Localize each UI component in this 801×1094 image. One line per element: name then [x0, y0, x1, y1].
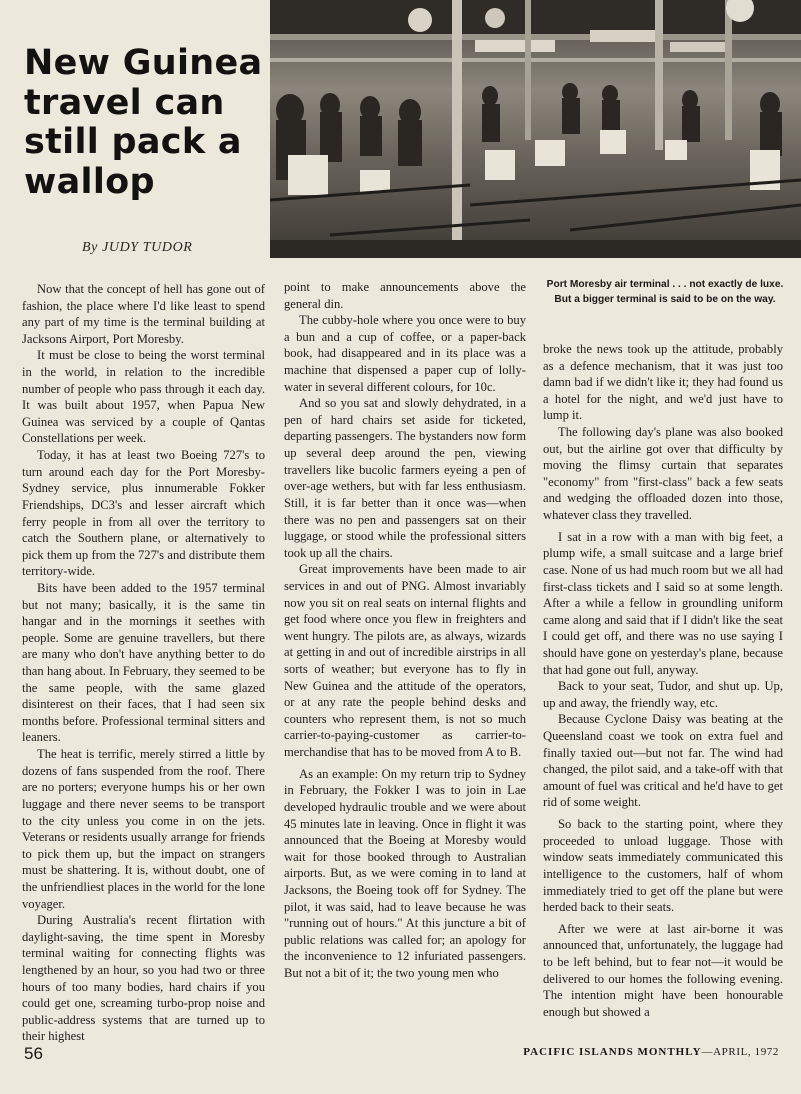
text-column-3: [543, 341, 783, 1020]
paragraph: Great improvements have been made to air services in and out of PNG. Almost invariably now you sit on real seats on internal flights and get food where once you flew in freighters and went hungry. The pilots are, as always, wizards at getting in and out of incredible airstrips in all sorts of weather; but everyone has to fly in New Guinea and the attitude of the operators, or at any rate the people behind desks and counters who represent them, is not so much carrier-to-paying-customer as carrier-to-merchandise that has to be moved from A to B.: [284, 562, 526, 760]
paragraph: It must be close to being the worst terminal in the world, in relation to the incredible number of people who pass through it each day. It was built about 1957, when Papua New Guinea was serviced by a couple of Qantas Constellations per week.: [22, 348, 265, 446]
paragraph: So back to the starting point, where they proceeded to unload luggage. Those with window seats immediately communicated this intelligence to the customers, half of whom immediately tried to get off the plane but were herded back to their seats.: [543, 817, 783, 915]
article-headline: New Guinea travel can still pack a wallop: [24, 43, 263, 202]
paragraph: After we were at last air-borne it was announced that, unfortunately, the luggage had to be left behind, but to fear not—it would be delivered to our homes the following evening. The intention might have been honourable enough but showed a: [543, 921, 783, 1019]
paragraph: Bits have been added to the 1957 terminal but not many; basically, it is the same tin hangar and in the mornings it seethes with people. Some are genuine travellers, but there are many who don't have anything better to do than hang about. In February, they seemed to be the same people, with the same glazed disinterest on their faces, that I had seen six months before. Professional terminal sitters and leaners.: [22, 580, 265, 745]
paragraph: The following day's plane was also booked out, but the airline got over that difficulty by moving the flimsy curtain that separates "economy" from "first-class" back a few seats and wedging the offloaded dozen into those, whatever class they travelled.: [543, 425, 783, 523]
paragraph: And so you sat and slowly dehydrated, in a pen of hard chairs set aside for ticketed, departing passengers. The bystanders now form up several deep around the pen, viewing travellers like bucolic farmers eyeing a pen of over-age wethers, but with far less enthusiasm. Still, it is far better than it once was—when there was no pen and passengers sat on their luggage, or stood while the professional sitters took up all the chairs.: [284, 396, 526, 560]
paragraph: The cubby-hole where you once were to buy a bun and a cup of coffee, or a paper-back book, had disappeared and in its place was a machine that dispensed a paper cup of lolly-water in several different colours, for 10c.: [284, 313, 526, 394]
paragraph: Today, it has at least two Boeing 727's to turn around each day for the Port Moresby-Sydney service, plus innumerable Fokker Friendships, DC3's and lesser aircraft which ferry people in from all over the territory to catch the Southern plane, or alternatively to pick them up from the 727's and distribute them territory-wide.: [22, 448, 265, 579]
page-number: 56: [24, 1044, 43, 1063]
terminal-photo-illustration: [270, 0, 801, 258]
text-column-1: [22, 281, 265, 1045]
publication-name: PACIFIC ISLANDS MONTHLY: [523, 1046, 702, 1058]
article-byline: By JUDY TUDOR: [82, 240, 193, 255]
paragraph: Now that the concept of hell has gone out of fashion, the place where I'd like least to spend any part of my time is the terminal building at Jacksons Airport, Port Moresby.: [22, 282, 265, 346]
paragraph: broke the news took up the attitude, probably as a defence mechanism, that it was just too damn bad if we didn't like it; they had found us a hotel for the night, and we'd just have to lump it.: [543, 342, 783, 423]
paragraph: Because Cyclone Daisy was beating at the Queensland coast we took on extra fuel and finally taxied out—but not far. The wind had changed, the pilot said, and a take-off with that amount of fuel was critical and he'd have to get rid of some weight.: [543, 712, 783, 810]
photo-caption: Port Moresby air terminal . . . not exactly de luxe. But a bigger terminal is said to be on the way.: [546, 279, 784, 305]
paragraph: I sat in a row with a man with big feet, a plump wife, a small suitcase and a large brief case. None of us had much room but we all had first-class tickets and I said so at some length. After a while a fellow in groundling uniform came along and said that if I didn't like the seat I could get off, and there was no use saying I should have gone on yesterday's plane, because that had gone out full, anyway.: [543, 529, 783, 677]
publication-footer: [523, 1046, 779, 1058]
text-column-2: [284, 279, 526, 982]
paragraph: point to make announcements above the general din.: [284, 280, 526, 311]
paragraph: As an example: On my return trip to Sydney in February, the Fokker I was to join in Lae developed hydraulic trouble and we were about 45 minutes late in leaving. Once in flight it was announced that the Boeing at Moresby would wait for those booked through to Australian airports. But, as we were coming in to land at Jacksons, the Boeing took off for Sydney. The pilot, it was said, had to leave because he was "running out of hours." At this juncture a bit of public relations was called for; an apology for the inconvenience to 12 infuriated passengers. But not a bit of it; the two young men who: [284, 766, 526, 980]
issue-date: —APRIL, 1972: [701, 1046, 779, 1058]
paragraph: The heat is terrific, merely stirred a little by dozens of fans suspended from the roof. There are no porters; everyone humps his or her own luggage and there never seems to be transport to the city unless you come in on the jets. Veterans or residents usually arrange for friends to pick them up, but the impact on strangers must be shattering. It is, without doubt, one of the unfriendliest places in the world for the lone voyager.: [22, 747, 265, 911]
paragraph: Back to your seat, Tudor, and shut up. Up, up and away, the friendly way, etc.: [543, 679, 783, 710]
terminal-photo: [270, 0, 801, 258]
paragraph: During Australia's recent flirtation with daylight-saving, the time spent in Moresby terminal waiting for connecting flights was lengthened by an hour, so you had two or three hours of too many bodies, hard chairs if you could get one, screaming turbo-prop noise and public-address systems that are turned up to their highest: [22, 913, 265, 1044]
